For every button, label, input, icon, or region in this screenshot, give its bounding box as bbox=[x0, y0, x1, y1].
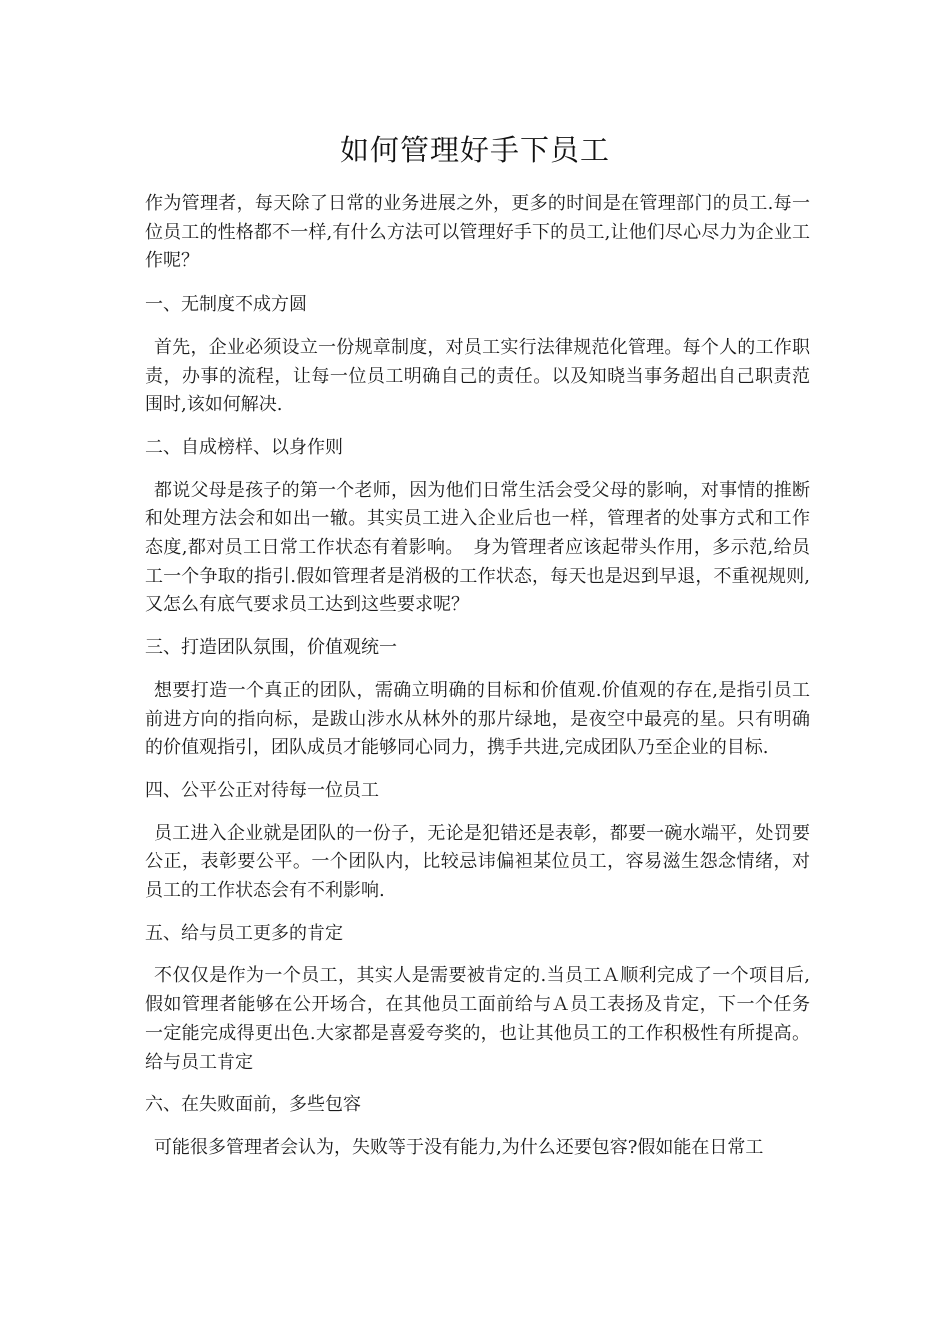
section-paragraph: 首先，企业必须设立一份规章制度，对员工实行法律规范化管理。每个人的工作职责，办事的流程，让每一位员工明确自己的责任。以及知晓当事务超出自己职责范围时,该如何解决. bbox=[145, 336, 810, 416]
section-heading: 三、打造团队氛围，价值观统一 bbox=[145, 637, 397, 659]
section-heading: 二、自成榜样、以身作则 bbox=[145, 436, 343, 458]
section-4 bbox=[145, 777, 810, 906]
section-1 bbox=[145, 291, 810, 420]
section-heading: 五、给与员工更多的肯定 bbox=[145, 922, 343, 944]
section-paragraph: 都说父母是孩子的第一个老师，因为他们日常生活会受父母的影响，对事情的推断和处理方法会和如出一辙。其实员工进入企业后也一样，管理者的处事方式和工作态度,都对员工日常工作状态有着影响。 身为管理者应该起带头作用，多示范,给员工一个争取的指引.假如管理者是消极的工作状态，每天也是迟到早退，不重视规则,又怎么有底气要求员工达到这些要求呢？ bbox=[145, 479, 810, 616]
section-paragraph: 员工进入企业就是团队的一份子，无论是犯错还是表彰，都要一碗水端平，处罚要公正，表彰要公平。一个团队内，比较忌讳偏袒某位员工，容易滋生怨念情绪，对员工的工作状态会有不利影响. bbox=[145, 822, 810, 902]
section-paragraph: 想要打造一个真正的团队，需确立明确的目标和价值观.价值观的存在,是指引员工前进方向的指向标，是跋山涉水从林外的那片绿地，是夜空中最亮的星。只有明确的价值观指引，团队成员才能够同心同力，携手共进,完成团队乃至企业的目标. bbox=[145, 679, 810, 759]
section-heading: 一、无制度不成方圆 bbox=[145, 294, 307, 316]
document-title: 如何管理好手下员工 bbox=[339, 133, 610, 167]
section-6 bbox=[145, 1091, 810, 1162]
document-body bbox=[145, 190, 810, 1177]
section-heading: 四、公平公正对待每一位员工 bbox=[145, 779, 379, 801]
section-paragraph: 不仅仅是作为一个员工，其实人是需要被肯定的.当员工Ａ顺利完成了一个项目后,假如管理者能够在公开场合，在其他员工面前给与Ａ员工表扬及肯定，下一个任务一定能完成得更出色.大家都是喜爱夸奖的，也让其他员工的工作积极性有所提高。 给与员工肯定 bbox=[145, 965, 810, 1073]
section-5 bbox=[145, 920, 810, 1078]
intro-paragraph: 作为管理者，每天除了日常的业务进展之外，更多的时间是在管理部门的员工.每一位员工的性格都不一样,有什么方法可以管理好手下的员工,让他们尽心尽力为企业工作呢？ bbox=[145, 193, 810, 272]
section-heading: 六、在失败面前，多些包容 bbox=[145, 1094, 361, 1116]
section-paragraph: 可能很多管理者会认为，失败等于没有能力,为什么还要包容?假如能在日常工 bbox=[154, 1136, 764, 1158]
section-3 bbox=[145, 634, 810, 763]
section-2 bbox=[145, 434, 810, 620]
